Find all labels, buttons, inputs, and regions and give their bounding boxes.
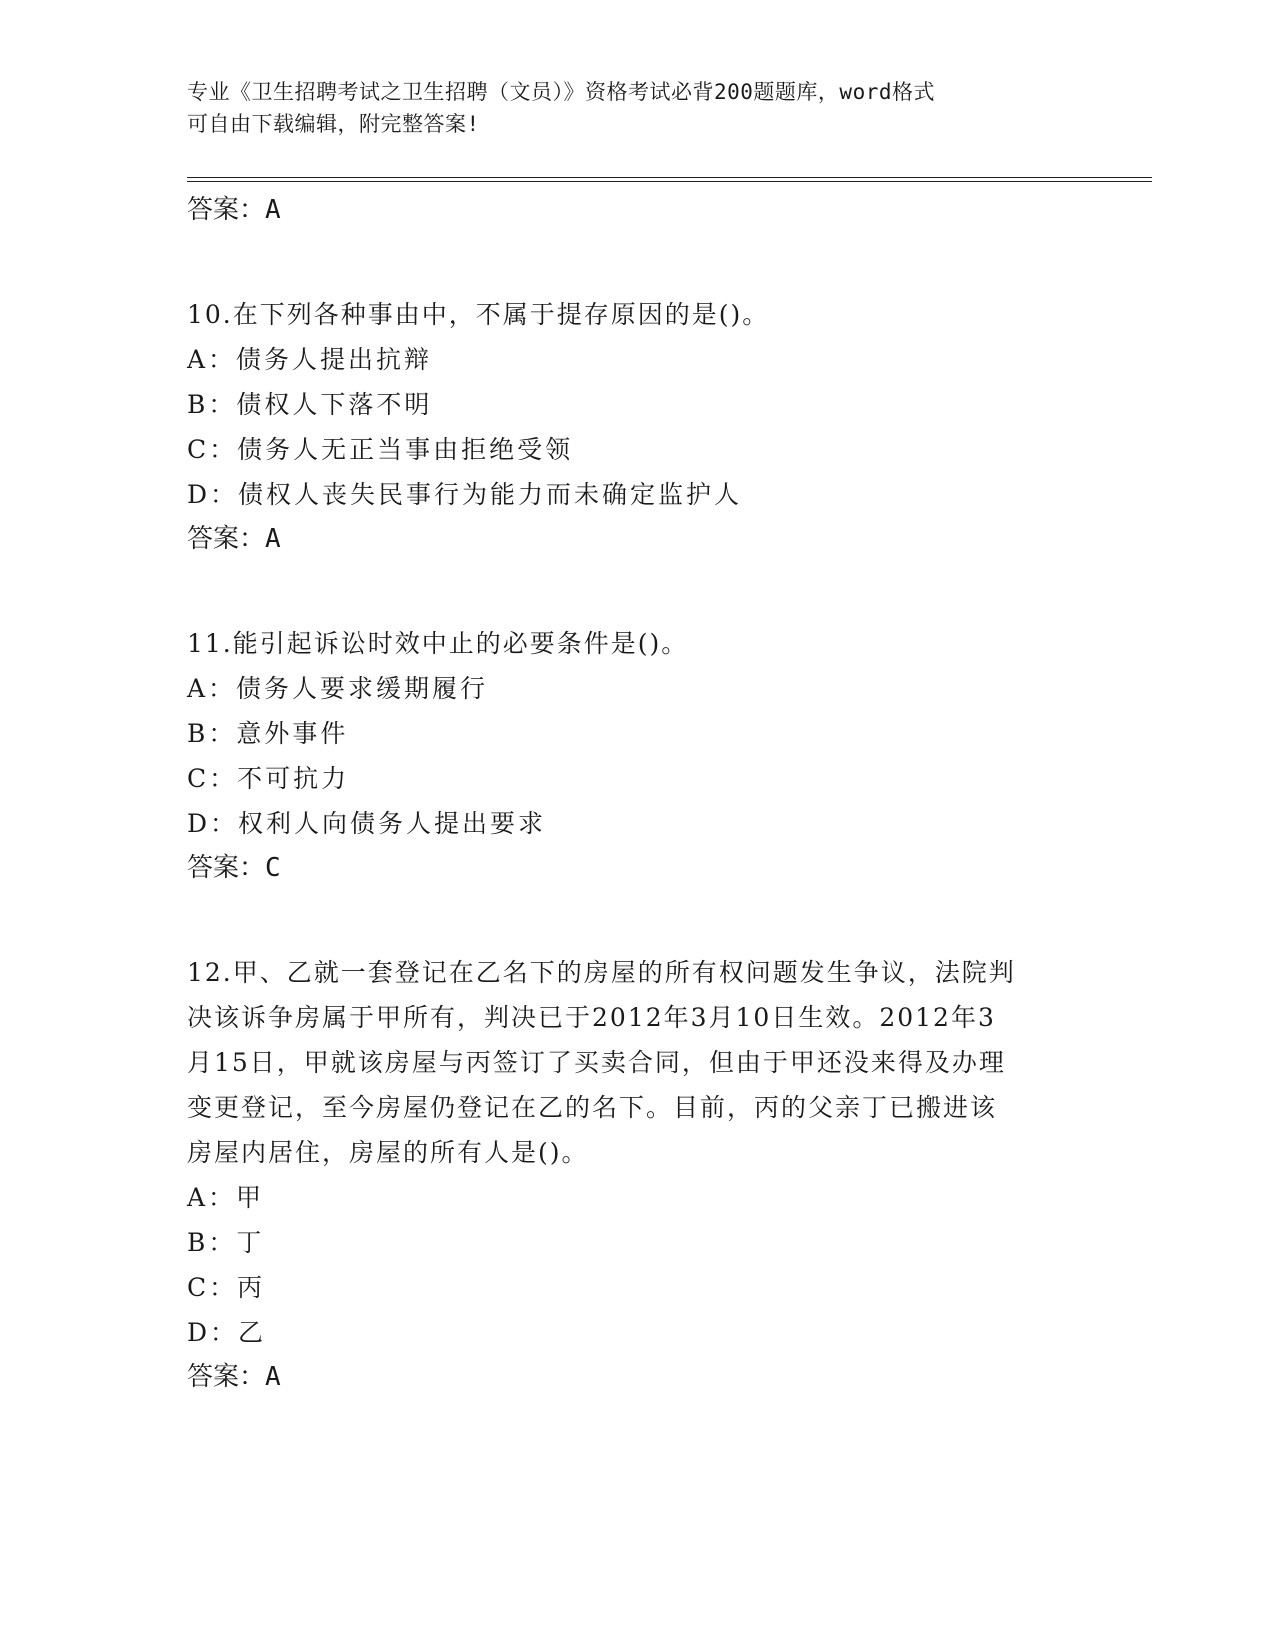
option-c: C：不可抗力 <box>187 764 350 793</box>
question-stem-line-1: 12.甲、乙就一套登记在乙名下的房屋的所有权问题发生争议，法院判 <box>187 958 1016 987</box>
option-d: D：权利人向债务人提出要求 <box>187 809 547 838</box>
header-line-2: 可自由下载编辑，附完整答案! <box>187 112 480 136</box>
option-b: B：意外事件 <box>187 719 349 748</box>
option-b: B：债权人下落不明 <box>187 390 433 419</box>
header-divider-bottom <box>187 181 1152 182</box>
option-c: C：丙 <box>187 1273 266 1302</box>
question-12 <box>187 950 1087 1399</box>
question-11 <box>187 621 1087 890</box>
option-b: B：丁 <box>187 1228 265 1257</box>
spacer <box>187 890 1087 950</box>
option-c: C：债务人无正当事由拒绝受领 <box>187 435 574 464</box>
spacer <box>187 232 1087 292</box>
question-stem-line-3: 月15日，甲就该房屋与丙签订了买卖合同，但由于甲还没来得及办理 <box>187 1048 1006 1077</box>
question-answer: 答案：A <box>187 524 281 554</box>
previous-answer: 答案：A <box>187 195 281 225</box>
question-stem: 11.能引起诉讼时效中止的必要条件是()。 <box>187 629 689 658</box>
option-a: A：债务人要求缓期履行 <box>187 674 489 703</box>
question-answer: 答案：A <box>187 1362 281 1392</box>
question-list <box>187 188 1087 1399</box>
question-stem-line-4: 变更登记，至今房屋仍登记在乙的名下。目前，丙的父亲丁已搬进该 <box>187 1093 998 1122</box>
option-a: A：甲 <box>187 1183 265 1212</box>
question-stem-line-5: 房屋内居住，房屋的所有人是()。 <box>187 1138 589 1167</box>
question-stem-line-2: 决该诉争房属于甲所有，判决已于2012年3月10日生效。2012年3 <box>187 1003 996 1032</box>
question-answer: 答案：C <box>187 853 281 883</box>
option-a: A：债务人提出抗辩 <box>187 345 433 374</box>
question-stem: 10.在下列各种事由中，不属于提存原因的是()。 <box>187 300 770 329</box>
question-10 <box>187 292 1087 561</box>
document-header <box>187 76 1087 140</box>
header-line-1: 专业《卫生招聘考试之卫生招聘（文员）》资格考试必背200题题库，word格式 <box>187 80 935 104</box>
spacer <box>187 561 1087 621</box>
option-d: D：乙 <box>187 1318 267 1347</box>
option-d: D：债权人丧失民事行为能力而未确定监护人 <box>187 480 743 509</box>
header-divider-top <box>187 177 1152 178</box>
